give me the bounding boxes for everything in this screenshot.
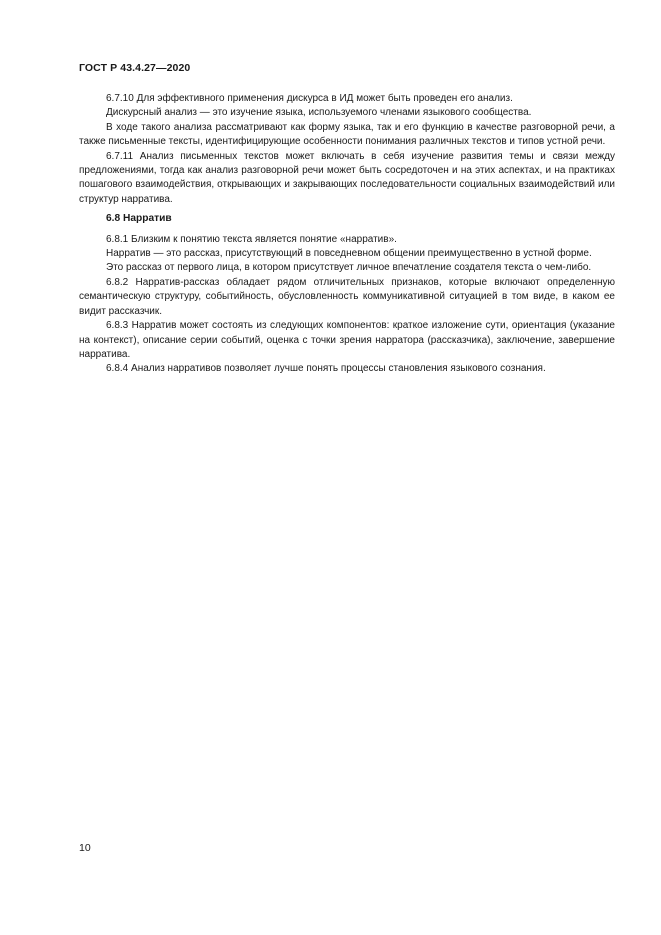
paragraph-first-person-story: Это рассказ от первого лица, в котором присутствует личное впечатление создателя текста о чем-либо. [106, 262, 592, 274]
document-body [79, 92, 615, 377]
section-heading-6-8: 6.8 Нарратив [106, 213, 172, 225]
standard-code-header: ГОСТ Р 43.4.27—2020 [79, 62, 191, 74]
paragraph-discourse-analysis-definition: Дискурсный анализ — это изучение языка, используемого членами языкового сообщества. [106, 107, 532, 119]
paragraph-6-8-4: 6.8.4 Анализ нарративов позволяет лучше понять процессы становления языкового сознания. [106, 363, 546, 375]
paragraph-6-7-11: 6.7.11 Анализ письменных текстов может включать в себя изучение развития темы и связи между предложениями, тогда как анализ разговорной речи может быть сосредоточен и на этих аспектах, и на практиках пошагового взаимодействия, открывающих и закрывающих последовательности социальных взаимодействий или структур нарратива. [79, 150, 615, 205]
paragraph-discourse-analysis-scope: В ходе такого анализа рассматривают как форму языка, так и его функцию в качестве разговорной речи, а также письменные тексты, идентифицирующие особенности понимания различных текстов и типов устной речи. [79, 121, 615, 148]
page-number: 10 [79, 842, 91, 854]
paragraph-6-8-2: 6.8.2 Нарратив-рассказ обладает рядом отличительных признаков, которые включают определенную семантическую структуру, событийность, обусловленность коммуникативной ситуацией в том виде, в каком ее видит рассказчик. [79, 276, 615, 317]
paragraph-6-8-1: 6.8.1 Близким к понятию текста является понятие «нарратив». [106, 233, 397, 245]
paragraph-6-7-10: 6.7.10 Для эффективного применения дискурса в ИД может быть проведен его анализ. [106, 93, 513, 104]
paragraph-6-8-3: 6.8.3 Нарратив может состоять из следующих компонентов: краткое изложение сути, ориентация (указание на контекст), описание серии событий, оценка с точки зрения нарратора (рассказчика), заключение, завершение нарратива. [79, 320, 615, 360]
paragraph-narrative-definition: Нарратив — это рассказ, присутствующий в повседневном общении преимущественно в устной форме. [106, 248, 592, 260]
